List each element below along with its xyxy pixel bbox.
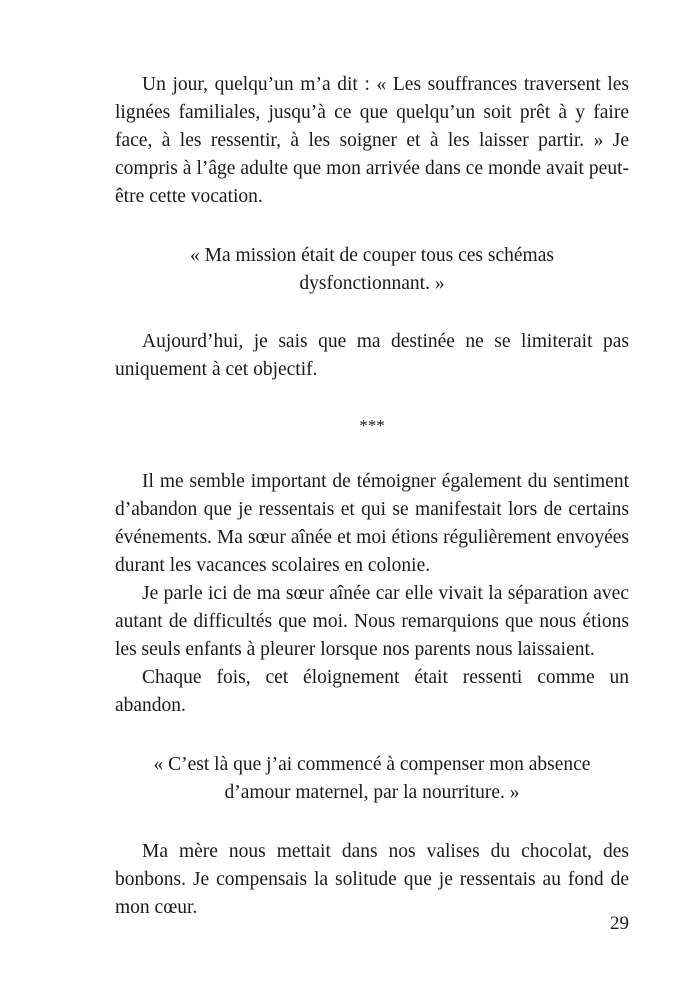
paragraph-6: Ma mère nous mettait dans nos valises du chocolat, des bonbons. Je compensais la solitude que je ressentais au fond de mon cœur. [115,841,629,918]
paragraph-4: Je parle ici de ma sœur aînée car elle vivait la séparation avec autant de difficultés que moi. Nous remarquions que nous étions les seuls enfants à pleurer lorsque nos parents nous laissaient. [115,583,629,660]
paragraph-3: Il me semble important de témoigner également du sentiment d’abandon que je ressentais et qui se manifestait lors de certains événements. Ma sœur aînée et moi étions régulièrement envoyées durant les vacances scolaires en colonie. [115,471,629,576]
pull-quote-2-line-2: d’amour maternel, par la nourriture. » [224,782,520,803]
pull-quote-2-line-1: « C’est là que j’ai commencé à compenser mon absence [153,754,591,775]
pull-quote-1-line-2: dysfonctionnant. » [299,273,445,294]
spacer [115,720,629,751]
paragraph-2: Aujourd’hui, je sais que ma destinée ne se limiterait pas uniquement à cet objectif. [115,331,629,380]
pull-quote-1-line-1: « Ma mission était de couper tous ces schémas [190,245,554,266]
spacer [115,440,629,468]
spacer [115,211,629,242]
paragraph-1: Un jour, quelqu’un m’a dit : « Les souffrances traversent les lignées familiales, jusqu’à ce que quelqu’un soit prêt à y faire face, à les ressentir, à les soigner et à les laisser partir. » Je compris à l’âge adulte que mon arrivée dans ce monde avait peut-être cette vocation. [115,74,629,207]
spacer [115,384,629,412]
page-number: 29 [610,913,629,934]
spacer [115,807,629,838]
section-separator: *** [359,416,385,435]
paragraph-5: Chaque fois, cet éloignement était ressenti comme un abandon. [115,667,629,716]
page-body [115,71,629,922]
spacer [115,298,629,328]
